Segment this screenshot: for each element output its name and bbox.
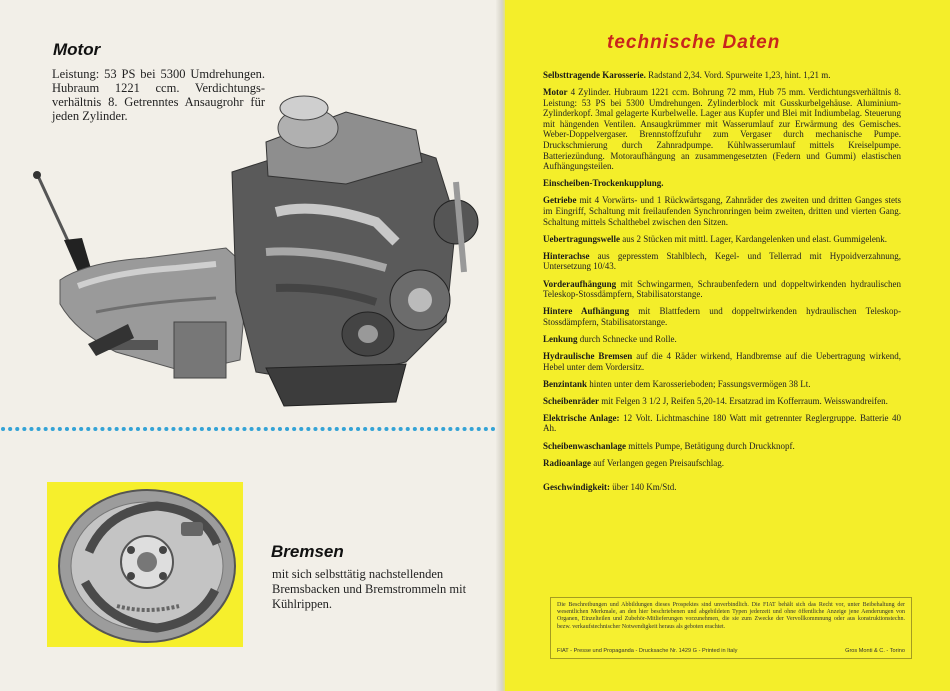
spec-text: über 140 Km/Std. (612, 482, 677, 493)
motor-description: Leistung: 53 PS bei 5300 Umdrehungen. Hubraum 1221 ccm. Verdichtungsverhältnis 8. Getrenntes Ansaugrohr für jeden Zylinder. (52, 67, 265, 123)
spec-text: mit 4 Vorwärts- und 1 Rückwärtsgang, Zahnräder des zweiten und dritten Ganges stets im Eingriff, Schaltung mit freilaufenden Synchronringen beim zweiten, dritten und vierten Gang. Schaltung mittels Schalthebel zwischen den Sitzen. (543, 195, 901, 227)
spec-text: mit Blattfedern und doppeltwirkenden hydraulischen Teleskop-Stossdämpfern, Stabilisatorstange. (543, 306, 902, 327)
spec-label: Geschwindigkeit: (543, 482, 611, 493)
disclaimer-box (550, 597, 912, 659)
spec-text: mittels Pumpe, Betätigung durch Druckknopf. (628, 440, 795, 451)
spec-text: auf die 4 Räder wirkend, Handbremse auf die Uebertragung wirkend, Hebel unter dem Vordersitz. (543, 350, 901, 372)
bremsen-heading: Bremsen (271, 542, 344, 561)
imprint-left: FIAT - Presse und Propaganda - Drucksache Nr. 1429 G - Printed in Italy (557, 648, 738, 654)
spec-text: durch Schnecke und Rolle. (579, 333, 677, 344)
spec-item (543, 251, 901, 272)
spec-label: Scheibenwaschanlage (543, 440, 627, 451)
spec-item (543, 379, 901, 390)
technical-heading: technische Daten (607, 32, 781, 53)
spec-text: aus gepresstem Stahlblech, Kegel- und Tellerrad mit Hypoidverzahnung, Untersetzung 10/43. (543, 250, 901, 272)
spec-item (543, 396, 901, 407)
spec-item (543, 306, 901, 327)
spec-item (543, 195, 901, 227)
spec-text: hinten unter dem Karosserieboden; Fassungsvermögen 38 Lt. (589, 378, 811, 389)
spec-label: Selbsttragende Karosserie. (543, 70, 646, 80)
spec-label: Getriebe (543, 195, 577, 206)
spec-item (543, 482, 901, 493)
spec-item (543, 70, 901, 81)
spec-text: Radstand 2,34. Vord. Spurweite 1,23, hint. 1,21 m. (648, 70, 831, 80)
brake-photo-frame (47, 482, 243, 647)
right-page (505, 0, 950, 691)
spec-label: Hydraulische Bremsen (543, 350, 633, 361)
spec-item (543, 279, 901, 300)
spec-item (543, 87, 901, 172)
spec-label: Uebertragungswelle (543, 233, 620, 244)
spec-text: 4 Zylinder. Hubraum 1221 ccm. Bohrung 72 mm, Hub 75 mm. Verdichtungsverhältnis 8. Leistung: 53 PS bei 5300 Umdrehungen. Zylinderblock mit Gusskurbelgehäuse. Aluminium-Zylinderkopf. 3mal gelagerte Kurbelwelle. Lager aus Kupfer und Blei mit Indiumbelag. Steuerung mit hängenden Ventilen. Ansaugkrümmer mit Wasserumlauf zur Erwärmung des Gemisches. Weber-Doppelvergaser. Brennstoffzufuhr zum Vergaser durch mechanische Pumpe. Druckschmierung durch Zahnradpumpe. Kühlwasserumlauf mittels Kreiselpumpe. Batteriezündung. Motoraufhängung an zusammengesetzten (Federn und Gummi) elastischen Aufhängungsteilen. (543, 87, 902, 172)
spec-text: mit Felgen 3 1/2 J, Reifen 5,20-14. Ersatzrad im Kofferraum. Weisswandreifen. (601, 395, 888, 406)
spec-label: Lenkung (543, 333, 578, 344)
imprint-right: Gros Monti & C. - Torino (845, 648, 905, 654)
spec-label: Benzintank (543, 378, 588, 389)
motor-heading: Motor (53, 40, 101, 59)
spec-item (543, 334, 901, 345)
spec-item (543, 351, 901, 372)
disclaimer-text: Die Beschreibungen und Abbildungen dieses Prospektes sind unverbindlich. Die FIAT behält sich das Recht vor, unter Beibehaltung der wesentlichen Merkmale, an den hier beschriebenen und abgebildeten Typen jederzeit und ohne öffentliche Anzeige jene Aenderungen von Organen, Einzelteilen und Zubehör-Mitlieferungen vorzunehmen, die sie zum Zwecke der Vervollkommnung oder aus konstruktionstechn. bezw. verkaufstechnischer Notwendigkeit heraus als geboten erachtet. (557, 602, 905, 630)
brake-drum-illustration (47, 482, 243, 647)
spec-item (543, 441, 901, 452)
spec-list (543, 70, 901, 499)
spec-label: Vorderaufhängung (543, 278, 617, 289)
dotted-divider (0, 425, 503, 433)
spec-item (543, 178, 901, 189)
engine-illustration (16, 72, 496, 417)
spec-text: aus 2 Stücken mit mittl. Lager, Kardangelenken und elast. Gummigelenk. (622, 233, 888, 244)
spec-label: Motor (543, 87, 568, 98)
spec-text: auf Verlangen gegen Preisaufschlag. (593, 457, 725, 468)
spec-label: Elektrische Anlage: (543, 412, 620, 423)
bremsen-description: mit sich selbsttätig nachstellenden Bremsbacken und Bremstrommeln mit Kühlrippen. (272, 567, 467, 611)
spec-label: Radioanlage (543, 457, 592, 468)
spec-item (543, 458, 901, 469)
spec-text: 12 Volt. Lichtmaschine 180 Watt mit getrennter Reglergruppe. Batterie 40 Ah. (543, 412, 902, 434)
spec-label: Hinterachse (543, 250, 590, 261)
spec-label: Scheibenräder (543, 395, 599, 406)
spec-text: mit Schwingarmen, Schraubenfedern und doppeltwirkenden hydraulischen Teleskop-Stossdämpfern, Stabilisatorstange. (543, 278, 901, 300)
spec-label: Hintere Aufhängung (543, 306, 630, 317)
spec-item (543, 413, 901, 434)
spec-label: Einscheiben-Trockenkupplung. (543, 178, 664, 189)
imprint-line (557, 648, 905, 654)
spec-item (543, 234, 901, 245)
